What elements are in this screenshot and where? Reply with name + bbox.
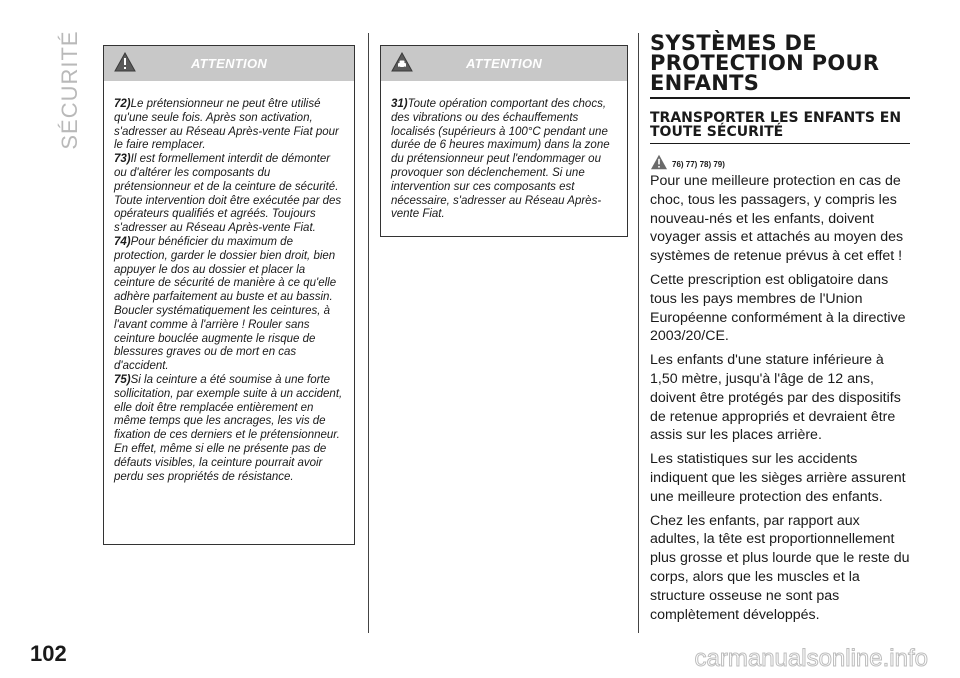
warning-body bbox=[104, 81, 354, 494]
column-divider bbox=[368, 33, 369, 633]
warning-item bbox=[114, 98, 344, 153]
section-side-label bbox=[50, 30, 90, 150]
warning-box-left bbox=[103, 45, 355, 545]
warning-header bbox=[381, 46, 627, 81]
warning-item-number: 74) bbox=[114, 235, 131, 248]
warning-item bbox=[114, 374, 344, 484]
warning-item bbox=[391, 98, 617, 222]
warning-item-text: Le prétensionneur ne peut être utilisé qu'une seule fois. Après son activation, s'adresser au Réseau Après-vente Fiat pour le faire remplacer. bbox=[114, 98, 339, 152]
warning-item-text: Si la ceinture a été soumise à une forte sollicitation, par exemple suite à un accident, elle doit être remplacée entièrement en même temps que les ancrages, les vis de fixation de ces derniers et le prétensionneur. En effet, même si elle ne présente pas de défauts visibles, la ceinture pourrait avoir perdu ses propriétés de résistance. bbox=[114, 373, 343, 483]
warning-item-text: Toute opération comportant des chocs, des vibrations ou des échauffements localisés (supérieurs à 100°C pendant une durée de 6 heures maximum) dans la zone du prétensionneur peut l'endommager ou provoquer son déclenchement. Si une intervention sur ces composants est nécessaire, s'adresser au Réseau Après-vente Fiat. bbox=[391, 98, 610, 221]
paragraph: Les statistiques sur les accidents indiquent que les sièges arrière assurent une meilleure protection des enfants. bbox=[650, 451, 906, 505]
section-heading: SYSTÈMES DE PROTECTION POUR ENFANTS bbox=[650, 33, 910, 99]
paragraph: Cette prescription est obligatoire dans tous les pays membres de l'Union Européenne conformément à la directive 2003/20/CE. bbox=[650, 271, 906, 345]
warning-item-number: 75) bbox=[114, 373, 131, 386]
warning-item bbox=[114, 153, 344, 236]
warning-item-text: Il est formellement interdit de démonter ou d'altérer les composants du prétensionneur et de la ceinture de sécurité. Toute intervention doit être exécutée par des opérateurs qualifiés et agréés. Toujours s'adresser au Réseau Après-vente Fiat. bbox=[114, 153, 342, 235]
paragraph: Pour une meilleure protection en cas de choc, tous les passagers, y compris les nouveau-nés et les enfants, doivent voyager assis et attachés au moyen des systèmes de retenue prévus à cet effet ! bbox=[650, 173, 904, 265]
paragraph: Les enfants d'une stature inférieure à 1,50 mètre, jusqu'à l'âge de 12 ans, doivent être protégés par des dispositifs de retenue appropriés et devraient être assis sur les places arrière. bbox=[650, 352, 901, 444]
warning-triangle-icon bbox=[650, 154, 668, 170]
watermark-text: carmanualsonline.info bbox=[694, 645, 928, 672]
warning-item-number: 31) bbox=[391, 98, 408, 110]
warning-header bbox=[104, 46, 354, 81]
watermark bbox=[590, 642, 930, 672]
warning-item-number: 72) bbox=[114, 98, 131, 110]
page-number: 102 bbox=[30, 641, 67, 666]
warning-title: ATTENTION bbox=[465, 56, 543, 71]
column-divider bbox=[638, 33, 639, 633]
warning-item-number: 73) bbox=[114, 153, 131, 166]
warning-title: ATTENTION bbox=[190, 56, 268, 71]
warning-item bbox=[114, 236, 344, 374]
section-body bbox=[650, 172, 910, 624]
warning-references bbox=[650, 154, 910, 172]
warning-box-middle bbox=[380, 45, 628, 237]
section-side-label-text: SÉCURITÉ bbox=[57, 30, 82, 150]
warning-references-text: 76) 77) 78) 79) bbox=[672, 160, 725, 169]
warning-body bbox=[381, 81, 627, 232]
section-subheading: TRANSPORTER LES ENFANTS EN TOUTE SÉCURITÉ bbox=[650, 111, 910, 144]
paragraph: Chez les enfants, par rapport aux adultes, la tête est proportionnellement plus grosse et plus lourde que le reste du corps, alors que les muscles et la structure osseuse ne sont pas complètement développés. bbox=[650, 512, 910, 623]
child-protection-section bbox=[650, 33, 910, 629]
warning-item-text: Pour bénéficier du maximum de protection, garder le dossier bien droit, bien appuyer le dos au dossier et placer la ceinture de sécurité de manière à ce qu'elle adhère parfaitement au buste et au bassin. Boucler systématiquement les ceintures, à l'avant comme à l'arrière ! Rouler sans ceinture bouclée augmente le risque de blessures graves ou de mort en cas d'accident. bbox=[114, 235, 337, 373]
